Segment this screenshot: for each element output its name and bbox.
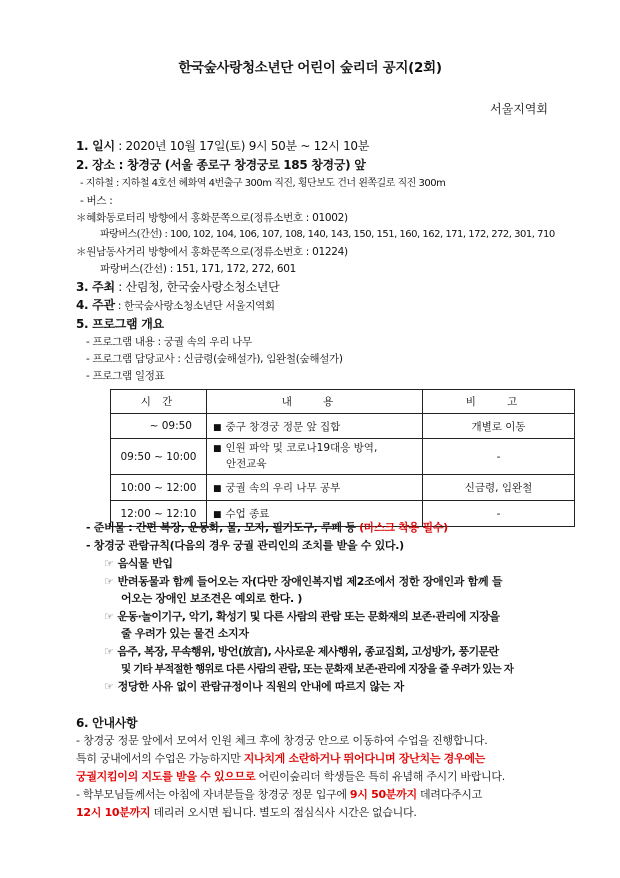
row-time: 12:00 ~ 12:10 (111, 501, 207, 527)
rule-text-cont: 줄 우려가 있는 물건 소지자 (121, 627, 249, 640)
notice-text: - 학부모님들께서는 아침에 자녀분들을 창경궁 정문 입구에 (76, 788, 350, 801)
table-row (111, 475, 575, 501)
rule-text: 음주, 복장, 무속행위, 방언(放言), 사사로운 제사행위, 종교집회, 고성방가, 풍기문란 (117, 645, 499, 658)
row-content-text: 중구 창경궁 정문 앞 집합 (225, 420, 341, 433)
table-row (111, 414, 575, 439)
row-time: 10:00 ~ 12:00 (111, 475, 207, 501)
preparation-mask-note: (마스크 착용 필수) (359, 521, 448, 534)
bus-stop-1: ＊혜화동로터리 방향에서 홍화문쪽으로(정류소번호 : 01002) (76, 212, 348, 224)
notice-dropoff-time: 9시 50분까지 (349, 788, 417, 801)
table-header: 시 간 (111, 390, 207, 414)
bus-stop-2: ＊원남동사거리 방향에서 홍화문쪽으로(정류소번호 : 01224) (76, 246, 348, 258)
row-content (207, 475, 423, 501)
notice-text: 데리러 오시면 됩니다. 별도의 점심식사 시간은 없습니다. (150, 806, 417, 819)
table-row (111, 439, 575, 475)
row-time: 09:50 ~ 10:00 (111, 439, 207, 475)
rule-text: 운동·놀이기구, 악기, 확성기 및 다른 사람의 관람 또는 문화재의 보존·관리에 지장을 (117, 610, 500, 623)
row-time: ~ 09:50 (111, 414, 207, 439)
preparation (86, 520, 448, 536)
notice-line: - 창경궁 정문 앞에서 모여서 인원 체크 후에 창경궁 안으로 이동하여 수업을 진행합니다. (76, 734, 488, 747)
rule-text-cont: 및 기타 부적절한 행위로 다른 사람의 관람, 또는 문화재 보존·관리에 지장을 줄 우려가 있는 자 (121, 663, 514, 675)
pointing-hand-icon: ☞ (104, 575, 114, 588)
row-content-text: 수업 종료 (225, 508, 270, 520)
section-host (76, 279, 279, 295)
row-content-text: 궁궐 속의 우리 나무 공부 (225, 482, 341, 494)
notice-pickup-time: 12시 10분까지 (76, 806, 151, 819)
bullet: ■ (213, 422, 222, 433)
notice-text: 어린이숲리더 학생들은 특히 유념해 주시기 바랍니다. (255, 770, 505, 783)
bullet: ■ (213, 484, 222, 494)
section-place (76, 157, 366, 173)
page-title: 한국숲사랑청소년단 어린이 숲리더 공지(2회) (178, 60, 442, 76)
section-host-label: 3. 주최 (76, 280, 115, 294)
bus-routes-2: 파랑버스(간선) : 151, 171, 172, 272, 601 (100, 263, 296, 275)
section-date-text: : 2020년 10월 17일(토) 9시 50분 ~ 12시 10분 (114, 139, 370, 153)
pointing-hand-icon: ☞ (104, 557, 114, 570)
table-header-row (111, 390, 575, 414)
schedule-table (110, 389, 575, 527)
row-content-text: 인원 파악 및 코로나19대응 방역, (225, 442, 378, 454)
section-organizer-label: 4. 주관 (76, 298, 115, 312)
section-organizer (76, 297, 275, 314)
pointing-hand-icon: ☞ (104, 645, 114, 658)
rule-item (104, 574, 502, 590)
organization-name: 서울지역회 (490, 102, 548, 116)
row-content-text-2: 안전교육 (226, 458, 267, 470)
program-schedule-label: - 프로그램 일정표 (86, 370, 165, 382)
program-teacher: - 프로그램 담당교사 : 신금령(숲해설가), 임완철(숲해설가) (86, 353, 343, 365)
rule-item (104, 644, 499, 660)
notice-warning: 궁궐지킴이의 지도를 받을 수 있으므로 (76, 770, 256, 783)
row-note: - (423, 439, 575, 475)
section-notice: 6. 안내사항 (76, 716, 138, 730)
notice-line (76, 769, 505, 785)
rule-text: 음식물 반입 (117, 557, 173, 570)
pointing-hand-icon: ☞ (104, 610, 114, 623)
section-date (76, 138, 369, 154)
table-header: 내 용 (207, 390, 423, 414)
row-note: 개별로 이동 (423, 414, 575, 439)
rule-text: 정당한 사유 없이 관람규정이나 직원의 안내에 따르지 않는 자 (117, 680, 404, 693)
notice-text: 특히 궁내에서의 수업은 가능하지만 (76, 752, 244, 765)
section-organizer-text: : 한국숲사랑소청소년단 서울지역회 (114, 300, 275, 312)
rule-text: 반려동물과 함께 들어오는 자(다만 장애인복지법 제2조에서 정한 장애인과 함께 들 (117, 575, 503, 588)
notice-text: 데려다주시고 (416, 788, 482, 801)
rule-item (104, 556, 173, 572)
section-place-label: 2. 장소 (76, 158, 115, 172)
bus-label: - 버스 : (80, 195, 113, 207)
table-header: 비 고 (423, 390, 575, 414)
bullet: ■ (213, 510, 222, 520)
row-note: - (423, 501, 575, 527)
subway-directions: - 지하철 : 지하철 4호선 혜화역 4번출구 300m 직진, 횡단보도 건너 왼쪽길로 직진 300m (80, 178, 446, 189)
row-content (207, 414, 423, 439)
program-content: - 프로그램 내용 : 궁궐 속의 우리 나무 (86, 336, 252, 348)
section-program: 5. 프로그램 개요 (76, 317, 164, 331)
rule-text-cont: 어오는 장애인 보조견은 예외로 한다. ) (121, 592, 303, 605)
notice-warning: 지나치게 소란하거나 뛰어다니며 장난치는 경우에는 (243, 752, 485, 765)
notice-line (76, 751, 485, 767)
section-date-label: 1. 일시 (76, 139, 115, 153)
rule-item (104, 609, 500, 625)
notice-line (76, 787, 482, 803)
row-note: 신금령, 임완철 (423, 475, 575, 501)
notice-line (76, 805, 417, 821)
section-place-text: : 창경궁 (서울 종로구 창경궁로 185 창경궁) 앞 (114, 158, 366, 172)
preparation-text: - 준비물 : 간편 복장, 운동화, 물, 모자, 필기도구, 루페 등 (86, 521, 360, 534)
section-host-text: : 산림청, 한국숲사랑소청소년단 (114, 280, 280, 294)
bullet: ■ (213, 444, 222, 454)
pointing-hand-icon: ☞ (104, 680, 114, 693)
bus-routes-1: 파랑버스(간선) : 100, 102, 104, 106, 107, 108, 140, 143, 150, 151, 160, 162, 171, 172, 272, 301, 710 (100, 229, 555, 240)
rule-item (104, 679, 404, 695)
row-content (207, 439, 423, 475)
rules-title: - 창경궁 관람규칙(다음의 경우 궁궐 관리인의 조치를 받을 수 있다.) (86, 539, 404, 552)
